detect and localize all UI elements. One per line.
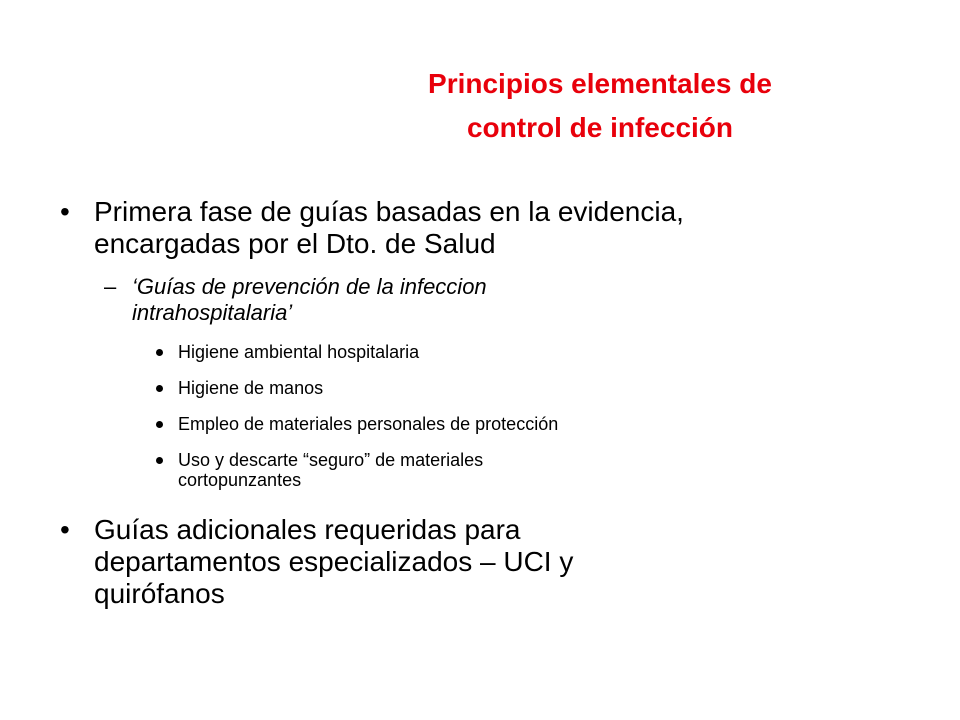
bullet-text-line: ‘Guías de prevención de la infeccion [132,274,487,299]
list-item [52,342,912,362]
bullet-dot-icon [156,349,163,356]
bullet-primary-1 [52,196,912,260]
slide-title [330,62,870,150]
list-item-text: Empleo de materiales personales de protección [178,414,559,434]
bullet-secondary-1 [52,274,912,326]
list-item [52,414,912,434]
slide-body [52,196,912,610]
list-item-text: Higiene ambiental hospitalaria [178,342,420,362]
bullet-text-line: intrahospitalaria’ [132,300,293,325]
bullet-dot-icon [156,385,163,392]
bullet-marker: • [60,514,70,545]
bullet-dot-icon [156,457,163,464]
list-item [52,378,912,398]
bullet-text-line: departamentos especializados – UCI y [94,546,574,577]
dash-marker: – [104,274,117,299]
bullet-text-line: Primera fase de guías basadas en la evidencia, [94,196,684,227]
list-item-text: Uso y descarte “seguro” de materiales [178,450,484,470]
bullet-text-line: encargadas por el Dto. de Salud [94,228,496,259]
bullet-marker: • [60,196,70,227]
bullet-text-line: quirófanos [94,578,225,609]
bullet-primary-2 [52,514,912,610]
bullet-text-line: Guías adicionales requeridas para [94,514,521,545]
list-item-text: cortopunzantes [178,470,302,490]
list-item-text: Higiene de manos [178,378,324,398]
list-item [52,450,912,490]
title-line-1: Principios elementales de [428,68,772,99]
title-line-2: control de infección [466,112,734,143]
bullet-dot-icon [156,421,163,428]
